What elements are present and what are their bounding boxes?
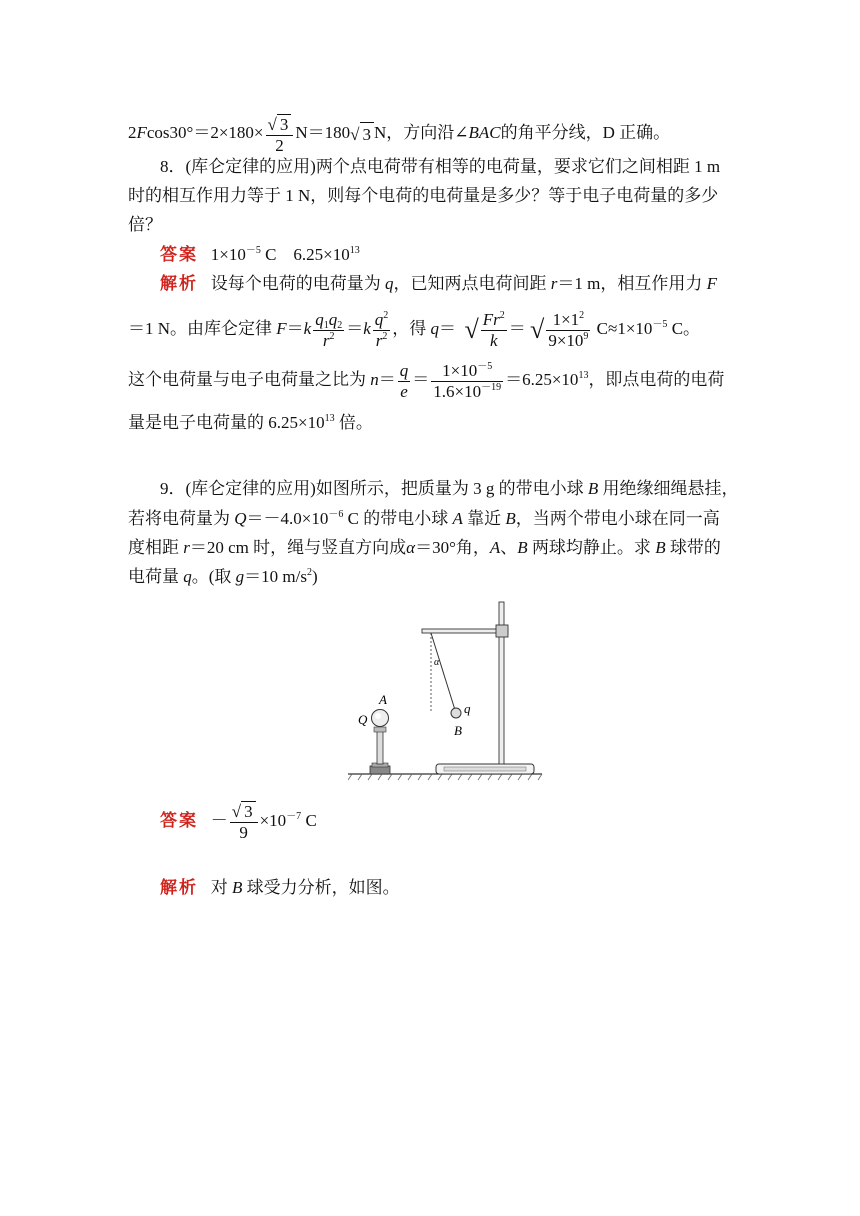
text: 1×1 [552, 309, 580, 329]
q8-line3: 倍？ [128, 215, 162, 234]
q8-line1: 8．(库仑定律的应用)两个点电荷带有相等的电荷量，要求它们之间相距 1 m [160, 157, 721, 176]
text: A [452, 509, 463, 528]
ground-hatch [348, 774, 542, 780]
text: B [232, 878, 243, 897]
text: 若将电荷量为 [128, 509, 235, 528]
text: ＝1 N。由库仑定律 [128, 319, 277, 338]
q9-line4 [128, 565, 318, 589]
text: 9 [239, 823, 248, 843]
text: q [385, 274, 394, 293]
text: N＝180 [295, 123, 351, 143]
ball-b [451, 708, 461, 718]
text: ＝ [439, 319, 457, 338]
text: r [322, 330, 330, 350]
superscript: －5 [477, 360, 493, 372]
answer-label: 答案 [160, 245, 198, 264]
fraction-ratio [431, 361, 503, 402]
q9-analysis [160, 876, 400, 900]
superscript: －19 [481, 381, 502, 393]
text: F [136, 123, 147, 143]
fraction-q-over-e: $\frac{q}{e}$ [399, 360, 409, 401]
text: ，即点电荷的电荷 [588, 370, 725, 389]
q9-line1 [160, 477, 738, 501]
text: ＝ [346, 319, 364, 338]
q8-answer [160, 243, 360, 267]
text: 1×10 [210, 245, 246, 264]
text: cos30°＝2×180× [146, 123, 264, 143]
text: 、 [500, 538, 518, 557]
text: ，当两个带电小球在同一高 [515, 509, 720, 528]
text: 球带的 [665, 538, 721, 557]
text: ，得 [392, 319, 431, 338]
text: ＝10 m/s [244, 567, 307, 586]
stand-a-post [377, 731, 383, 764]
text: B [505, 509, 516, 528]
text: 度相距 [128, 538, 184, 557]
text: － [210, 811, 228, 830]
analysis-label: 解析 [160, 878, 198, 897]
text: ＝－4.0×10 [246, 509, 329, 528]
text: 的角平分线，D 正确。 [500, 123, 671, 143]
fraction-q1q2-over-r2: $\frac{q_1q_2}{r^2}$ [315, 309, 343, 350]
text: F [706, 274, 717, 293]
superscript: －6 [328, 509, 344, 520]
label-alpha: α [434, 657, 440, 668]
text: r [550, 274, 558, 293]
text: 1.6×10 [433, 381, 482, 401]
text: 球受力分析，如图。 [242, 878, 400, 897]
text: C 的带电小球 [343, 509, 453, 528]
text: 。(取 [191, 567, 236, 586]
string [431, 633, 455, 710]
text: q [430, 319, 440, 338]
text: q [183, 567, 192, 586]
text: 倍。 [334, 413, 373, 432]
text: 电荷量 [128, 567, 184, 586]
superscript: 13 [349, 245, 360, 256]
text: r [183, 538, 190, 557]
text: ，已知两点电荷间距 [393, 274, 551, 293]
text: 靠近 [462, 509, 506, 528]
text: 这个电荷量与电子电荷量之比为 [128, 370, 371, 389]
text: q [374, 309, 384, 329]
text: n [370, 370, 379, 389]
text: ) [311, 567, 318, 586]
text: ＝30°角， [415, 538, 490, 557]
pendulum-figure [348, 598, 544, 782]
text: C。 [667, 319, 701, 338]
q8-line2: 时的相互作用力等于 1 N，则每个电荷的电荷量是多少？等于电子电荷量的多少 [128, 186, 719, 205]
text: e [400, 381, 408, 401]
text: 两球均静止。求 [527, 538, 656, 557]
sqrt-fr2-over-k: √ [464, 315, 479, 345]
analysis-label: 解析 [160, 274, 198, 293]
text: B [655, 538, 666, 557]
fraction-fr2-over-k: $\frac{Fr^2}{k}$ [482, 309, 505, 350]
q9-line3 [128, 536, 721, 560]
sqrt-value: √ [530, 315, 545, 345]
text: ＝20 cm 时，绳与竖直方向成 [189, 538, 407, 557]
text: k [303, 319, 312, 338]
text: N，方向沿∠ [374, 123, 469, 143]
superscript: 13 [324, 413, 335, 424]
text: ＝ [286, 319, 304, 338]
q9-line2 [128, 507, 720, 531]
answer-label: 答案 [160, 811, 198, 830]
text: g [235, 567, 245, 586]
fraction-sqrt3-over-2: $\frac{√ 3}{2}$ [266, 113, 294, 156]
text: ＝1 m，相互作用力 [557, 274, 707, 293]
pendulum-diagram [348, 598, 544, 782]
text: k [490, 330, 498, 350]
text: Fr [482, 309, 500, 329]
top-formula-line [128, 113, 670, 156]
q9-answer [160, 797, 317, 845]
q8-analysis-line2: ＝1 N。由库仑定律 F＝k $\frac{q_1q_2}{r^2}$ ＝k $\frac{q^2}{r^2}$ ，得 q＝ √ $\frac{Fr^2}{k}$ ＝ √ $\frac{1\times 1^2}{9\times 10^9}$ $C\approx 1\times 10^{-5}$ C。 [128, 305, 700, 354]
text: 9×10 [548, 330, 584, 350]
label-q-big: Q [358, 712, 368, 727]
text: C 6.25×10 [260, 245, 350, 264]
text: Q [234, 509, 247, 528]
text: ＝ [508, 319, 526, 338]
text: 2 [128, 123, 137, 143]
label-b: B [454, 723, 462, 738]
text: ×10 [259, 811, 287, 830]
sqrt: √ 3 [350, 122, 374, 147]
text: 3 [241, 801, 256, 822]
text: 9．(库仑定律的应用)如图所示，把质量为 3 g 的带电小球 [160, 479, 588, 498]
q8-analysis-line1 [160, 272, 717, 296]
text: ＝ [378, 370, 396, 389]
text: 对 [210, 878, 232, 897]
superscript: 13 [578, 370, 589, 381]
text: q [315, 309, 324, 329]
superscript: －7 [286, 811, 302, 822]
text: 3 [277, 114, 292, 135]
text: 设每个电荷的电荷量为 [210, 274, 385, 293]
text: 3 [360, 122, 375, 147]
text: F [276, 319, 287, 338]
superscript: －5 [245, 245, 261, 256]
text: 用绝缘细绳悬挂， [598, 479, 739, 498]
horizontal-bar [422, 629, 508, 633]
label-q-small: q [464, 701, 471, 716]
text: ＝ [412, 370, 430, 389]
text: C≈1×10 [592, 319, 653, 338]
superscript: 2 [306, 567, 312, 578]
superscript: －5 [652, 319, 668, 330]
text: B [587, 479, 599, 498]
text: A [489, 538, 501, 557]
text: C [301, 811, 317, 830]
fraction-q2-over-r2: $\frac{q^2}{r^2}$ [374, 309, 389, 350]
clamp [496, 625, 508, 637]
q8-analysis-line3 [128, 356, 724, 404]
text: 1×10 [442, 360, 478, 380]
text: α [406, 538, 416, 557]
text: 量是电子电荷量的 6.25×10 [128, 413, 325, 432]
text: BAC [468, 123, 501, 143]
text: B [517, 538, 528, 557]
text: 2 [275, 135, 284, 155]
fraction-sqrt3-over-9: $\frac{√ 3}{9}$ [230, 801, 258, 844]
label-a: A [379, 692, 387, 707]
q8-analysis-line4 [128, 411, 373, 435]
fraction-1x1-over-9x10: $\frac{1\times 1^2}{9\times 10^9}$ [548, 309, 589, 350]
text: ＝6.25×10 [505, 370, 579, 389]
